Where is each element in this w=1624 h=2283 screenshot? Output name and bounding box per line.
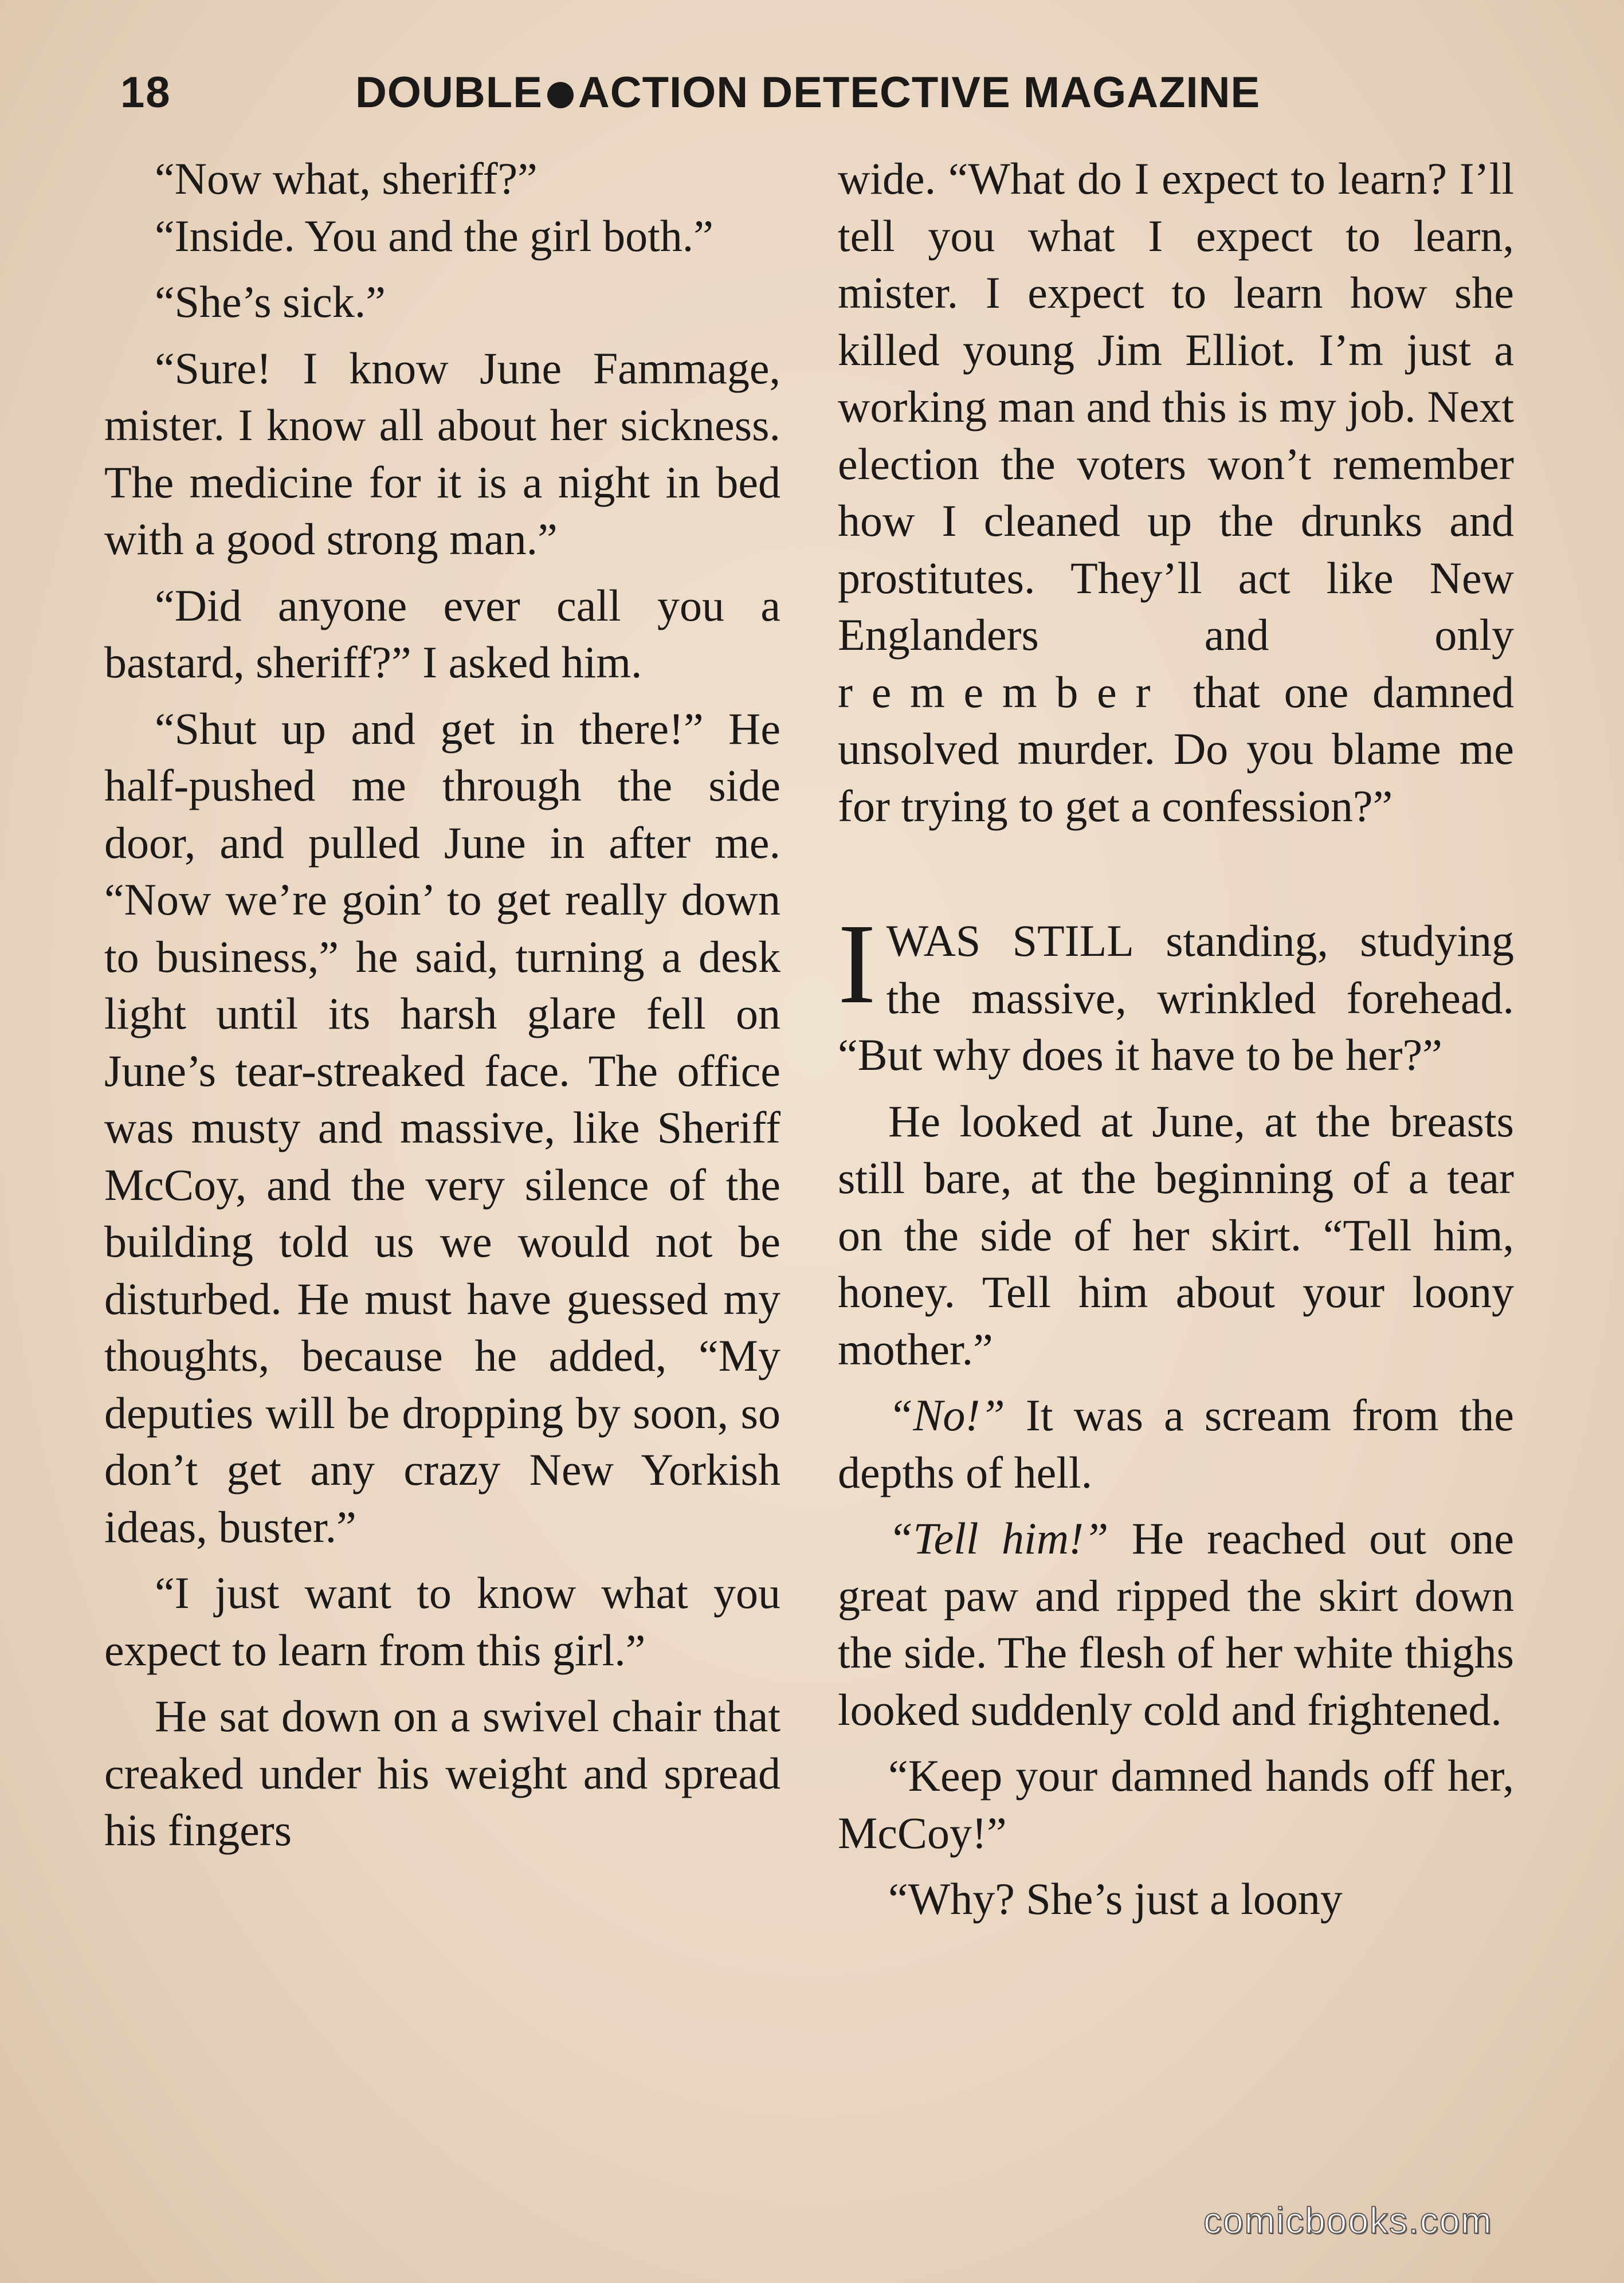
- page-header: [115, 68, 1524, 131]
- italic-exclamation: “No!”: [888, 1390, 1005, 1440]
- text-run: wide. “What do I expect to learn? I’ll tell you what I expect to learn, mister. I expect to learn how she killed young Jim Elliot. I’m just a working man and this is my job. Next election the voters won’t remember how I cleaned up the drunks and prostitutes. They’ll act like New Englanders and only: [838, 154, 1514, 660]
- text-run: standing, studying the massive, wrinkled forehead. “But why does it have to be her?”: [838, 916, 1514, 1080]
- lead-small-caps: WAS STILL: [886, 916, 1134, 966]
- paragraph: “Keep your damned hands off her, McCoy!”: [838, 1751, 1514, 1858]
- bullet-dot-icon: [547, 82, 574, 108]
- page-number: 18: [120, 68, 171, 117]
- text-run: that one damned unsolved murder. Do you blame me for trying to get a confession?”: [838, 666, 1515, 831]
- text-run-spaced: remember: [838, 666, 1170, 717]
- paragraph: He sat down on a swivel chair that creaked under his weight and spread his fingers: [104, 1691, 780, 1855]
- section-lead-paragraph: [838, 901, 1514, 1084]
- paragraph: [838, 1387, 1514, 1501]
- title-part-double: DOUBLE: [355, 68, 543, 117]
- right-column: [838, 150, 1514, 1928]
- paragraph: “Did anyone ever call you a bastard, sheriff?” I asked him.: [104, 580, 780, 687]
- paragraph: “I just want to know what you expect to learn from this girl.”: [104, 1568, 780, 1675]
- running-title: [355, 68, 1260, 117]
- text-run: He reached out one great paw and ripped the skirt down the side. The flesh of her white thighs looked suddenly cold and frightened.: [838, 1513, 1515, 1735]
- paragraph: “Inside. You and the girl both.”: [155, 210, 713, 261]
- left-column: [104, 150, 780, 1859]
- paragraph: “Shut up and get in there!” He half-pushed me through the side door, and pulled June in after me. “Now we’re goin’ to get really down to business,” he said, turning a desk light until its harsh glare fell on June’s tear-streaked face. The office was musty and massive, like Sheriff McCoy, and the very silence of the building told us we would not be disturbed. He must have guessed my thoughts, because he added, “My deputies will be dropping by soon, so don’t get any crazy New Yorkish ideas, buster.”: [104, 703, 780, 1552]
- drop-cap: I: [838, 901, 876, 1027]
- paragraph: “Why? She’s just a loony: [888, 1874, 1343, 1924]
- text-run: It was a scream from the depths of hell.: [838, 1390, 1514, 1497]
- title-part-action: ACTION DETECTIVE MAGAZINE: [578, 68, 1261, 117]
- paragraph-continued: [838, 150, 1514, 834]
- site-watermark: comicbooks.com: [1203, 2200, 1493, 2241]
- paragraph: “Sure! I know June Fammage, mister. I know all about her sickness. The medicine for it is a night in bed with a good strong man.”: [104, 343, 780, 564]
- paragraph: He looked at June, at the breasts still bare, at the beginning of a tear on the side of her skirt. “Tell him, honey. Tell him about your loony mother.”: [838, 1096, 1514, 1374]
- paragraph: [838, 1510, 1514, 1738]
- paragraph: “She’s sick.”: [155, 277, 386, 327]
- italic-exclamation: “Tell him!”: [888, 1513, 1109, 1563]
- paragraph: “Now what, sheriff?”: [155, 154, 538, 203]
